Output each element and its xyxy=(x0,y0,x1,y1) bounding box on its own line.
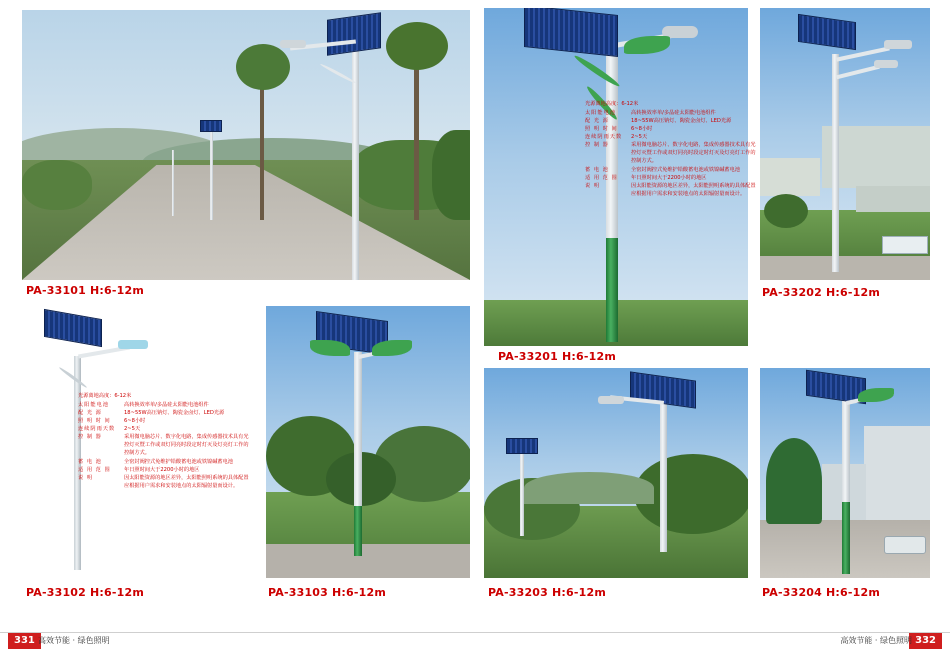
spec-key: 连续阴雨天数 xyxy=(585,134,623,141)
spec-key: 太阳能电池 xyxy=(585,110,616,117)
footer-text-left: 高效节能 · 绿色照明 xyxy=(38,636,110,645)
spec-row xyxy=(585,141,760,165)
spec-row xyxy=(585,174,760,182)
spec-title: 光源离地高度：6-12米 xyxy=(78,393,132,399)
lamp-pole-upper xyxy=(842,398,850,502)
lamp-head xyxy=(874,60,898,68)
spec-key: 说 明 xyxy=(78,474,94,481)
spec-row xyxy=(585,182,760,198)
page-footer xyxy=(0,624,950,650)
spec-key: 配 光 源 xyxy=(78,410,102,417)
spec-value: 全密封阀控式免维护铅酸蓄电池或铁镍碱蓄电池 xyxy=(631,166,740,173)
tree-crown xyxy=(236,44,290,90)
caption-pa-33203: PA-33203 H:6-12m xyxy=(488,586,607,599)
spec-value: 18~55W高压钠灯、陶瓷金卤灯、LED光源 xyxy=(124,410,225,417)
product-photo-pa-33101 xyxy=(22,10,470,280)
tree-trunk xyxy=(414,50,419,220)
spec-value: 年日照时间大于2200小时的地区 xyxy=(124,466,200,473)
spec-key: 配 光 源 xyxy=(585,118,609,125)
footer-divider xyxy=(0,632,950,633)
spec-value: 采用微电脑芯片、数字化电路，集成传感器技术具有光控灯灭暨工作或双灯同亮时段定时灯灭及灯亮灯工作的控制方式。 xyxy=(631,142,756,165)
lamp-head xyxy=(598,396,624,404)
lamp-head xyxy=(118,340,148,349)
lamp-pole xyxy=(660,402,667,552)
caption-pa-33101: PA-33101 H:6-12m xyxy=(26,284,145,297)
spec-key: 照 明 时 间 xyxy=(585,126,618,133)
foliage xyxy=(22,160,92,210)
spec-value: 6~8小时 xyxy=(124,418,146,425)
lamp-pole xyxy=(352,50,359,280)
spec-block-bottom xyxy=(78,392,253,490)
caption-pa-33103: PA-33103 H:6-12m xyxy=(268,586,387,599)
tree-crown xyxy=(764,194,808,228)
spec-key: 适 用 范 围 xyxy=(78,466,111,473)
spec-key: 蓄 电 池 xyxy=(585,166,609,173)
footer-text-right: 高效节能 · 绿色照明 xyxy=(840,636,912,645)
solar-panel xyxy=(327,12,381,56)
spec-value: 18~55W高压钠灯、陶瓷金卤灯、LED光源 xyxy=(631,118,732,125)
spec-key: 连续阴雨天数 xyxy=(78,426,116,433)
spec-row xyxy=(585,133,760,141)
spec-row xyxy=(78,425,253,433)
spec-row xyxy=(585,166,760,174)
spec-row xyxy=(78,401,253,409)
spec-value: 年日照时间大于2200小时的地区 xyxy=(631,174,707,181)
lamp-pole-distant xyxy=(172,150,174,216)
spec-value: 高转换效率单/多晶硅太阳能电池组件 xyxy=(631,110,716,117)
product-photo-pa-33204 xyxy=(760,368,930,578)
spec-row xyxy=(78,433,253,457)
spec-row xyxy=(78,409,253,417)
spec-value: 高转换效率单/多晶硅太阳能电池组件 xyxy=(124,402,209,409)
caption-pa-33201: PA-33201 H:6-12m xyxy=(498,350,617,363)
spec-key: 蓄 电 池 xyxy=(78,458,102,465)
caption-pa-33202: PA-33202 H:6-12m xyxy=(762,286,881,299)
spec-value: 2~5天 xyxy=(124,426,141,433)
building xyxy=(856,186,930,212)
building xyxy=(864,426,930,520)
spec-value: 全密封阀控式免维护铅酸蓄电池或铁镍碱蓄电池 xyxy=(124,458,233,465)
spec-block-top xyxy=(585,100,760,198)
product-photo-pa-33202 xyxy=(760,8,930,280)
page-number-right: 332 xyxy=(909,633,942,649)
lamp-pole xyxy=(832,54,839,272)
product-photo-pa-33103 xyxy=(266,306,470,578)
road xyxy=(266,544,470,578)
spec-row xyxy=(78,417,253,425)
lamp-head xyxy=(280,40,306,48)
spec-row xyxy=(78,466,253,474)
spec-key: 控 制 器 xyxy=(585,142,609,149)
spec-value: 因太阳能资源的地区差异，太阳能照明系统的具体配置应根据用户需求和安装地点的太阳辐射量而设计。 xyxy=(124,474,249,489)
foliage xyxy=(432,130,470,220)
spec-key: 说 明 xyxy=(585,182,601,189)
spec-value: 因太阳能资源的地区差异，太阳能照明系统的具体配置应根据用户需求和安装地点的太阳辐射量而设计。 xyxy=(631,182,756,197)
spec-key: 太阳能电池 xyxy=(78,402,109,409)
christmas-tree xyxy=(766,438,822,524)
solar-panel xyxy=(44,309,102,347)
spec-row xyxy=(585,109,760,117)
spec-key: 控 制 器 xyxy=(78,434,102,441)
caption-pa-33102: PA-33102 H:6-12m xyxy=(26,586,145,599)
spec-key: 适 用 范 围 xyxy=(585,174,618,181)
car xyxy=(884,536,926,554)
product-photo-pa-33203 xyxy=(484,368,748,578)
spec-value: 6~8小时 xyxy=(631,126,653,133)
spec-row xyxy=(78,458,253,466)
spec-row xyxy=(585,117,760,125)
pavement xyxy=(760,256,930,280)
tree-trunk xyxy=(260,70,264,220)
decor-curve xyxy=(58,366,87,388)
solar-panel-distant xyxy=(506,438,538,454)
caption-pa-33204: PA-33204 H:6-12m xyxy=(762,586,881,599)
lamp-pole-base xyxy=(354,506,362,556)
page-number-left: 331 xyxy=(8,633,41,649)
spec-row xyxy=(585,125,760,133)
bus xyxy=(882,236,928,254)
solar-panel-distant xyxy=(200,120,222,132)
tree-crown xyxy=(386,22,448,70)
spec-value: 采用微电脑芯片、数字化电路，集成传感器技术具有光控灯灭暨工作或双灯同亮时段定时灯灭及灯亮灯工作的控制方式。 xyxy=(124,434,249,457)
spec-title: 光源离地高度：6-12米 xyxy=(585,101,639,107)
spec-value: 2~5天 xyxy=(631,134,648,141)
spec-row xyxy=(78,474,253,490)
spec-key: 照 明 时 间 xyxy=(78,418,111,425)
lamp-pole-distant xyxy=(520,450,524,536)
building xyxy=(760,158,820,196)
lamp-pole-distant xyxy=(210,128,213,220)
lamp-head xyxy=(884,40,912,49)
hill xyxy=(524,472,654,504)
